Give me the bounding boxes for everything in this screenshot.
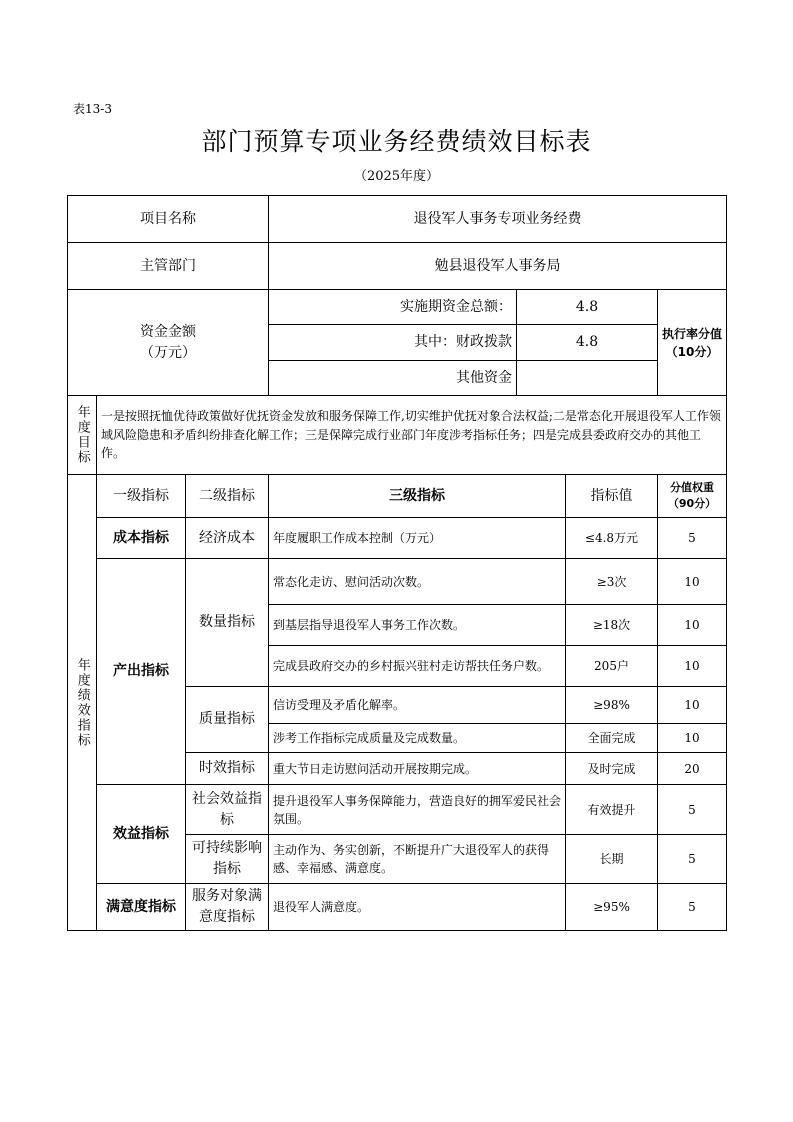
indicator-text: 年度履职工作成本控制（万元） bbox=[268, 517, 566, 559]
indicator-text: 重大节日走访慰问活动开展按期完成。 bbox=[268, 752, 566, 785]
indicator-value: 205户 bbox=[565, 645, 658, 687]
indicator-weight: 10 bbox=[657, 723, 727, 753]
group-output: 产出指标 bbox=[96, 558, 186, 785]
indicator-weight: 20 bbox=[657, 752, 727, 785]
dept-label: 主管部门 bbox=[67, 242, 269, 290]
sub-timeliness: 时效指标 bbox=[185, 752, 269, 785]
fiscal-fund-label: 其中：财政拨款 bbox=[268, 324, 517, 361]
fiscal-fund-value: 4.8 bbox=[516, 324, 658, 361]
indicators-side-label: 年度绩效指标 bbox=[67, 474, 97, 931]
total-fund-value: 4.8 bbox=[516, 289, 658, 325]
indicator-value: ≥18次 bbox=[565, 604, 658, 646]
indicator-text: 到基层指导退役军人事务工作次数。 bbox=[268, 604, 566, 646]
indicator-weight: 10 bbox=[657, 558, 727, 605]
indicator-value: 全面完成 bbox=[565, 723, 658, 753]
indicator-text: 退役军人满意度。 bbox=[268, 883, 566, 931]
indicator-weight: 5 bbox=[657, 517, 727, 559]
header-level1: 一级指标 bbox=[96, 474, 186, 518]
project-name-label: 项目名称 bbox=[67, 195, 269, 243]
indicator-value: 长期 bbox=[565, 834, 658, 884]
exec-rate-label: 执行率分值 （10分） bbox=[657, 289, 727, 396]
other-fund-label: 其他资金 bbox=[268, 360, 517, 396]
indicator-text: 信访受理及矛盾化解率。 bbox=[268, 686, 566, 724]
annual-goal-label: 年度目标 bbox=[67, 395, 97, 475]
other-fund-value bbox=[516, 360, 658, 396]
total-fund-label: 实施期资金总额： bbox=[268, 289, 517, 325]
dept-value: 勉县退役军人事务局 bbox=[268, 242, 727, 290]
indicator-weight: 10 bbox=[657, 604, 727, 646]
project-name-value: 退役军人事务专项业务经费 bbox=[268, 195, 727, 243]
indicator-value: 及时完成 bbox=[565, 752, 658, 785]
indicator-text: 涉考工作指标完成质量及完成数量。 bbox=[268, 723, 566, 753]
group-cost: 成本指标 bbox=[96, 517, 186, 559]
indicator-weight: 5 bbox=[657, 834, 727, 884]
indicator-value: ≥95% bbox=[565, 883, 658, 931]
page-title: 部门预算专项业务经费绩效目标表 bbox=[201, 127, 592, 156]
fund-amount-label: 资金金额 （万元） bbox=[67, 289, 269, 396]
sub-sustain: 可持续影响指标 bbox=[185, 834, 269, 884]
indicator-value: ≥98% bbox=[565, 686, 658, 724]
indicator-text: 提升退役军人事务保障能力，营造良好的拥军爱民社会氛围。 bbox=[268, 784, 566, 835]
header-level2: 二级指标 bbox=[185, 474, 269, 518]
indicator-value: ≥3次 bbox=[565, 558, 658, 605]
table-ref: 表13-3 bbox=[73, 102, 112, 116]
sub-quality: 质量指标 bbox=[185, 686, 269, 753]
indicator-weight: 10 bbox=[657, 645, 727, 687]
group-satisfaction: 满意度指标 bbox=[96, 883, 186, 931]
sub-economic-cost: 经济成本 bbox=[185, 517, 269, 559]
indicator-weight: 5 bbox=[657, 883, 727, 931]
annual-goal-text: 一是按照抚恤优待政策做好优抚资金发放和服务保障工作,切实维护优抚对象合法权益;二是常态化开展退役军人工作领域风险隐患和矛盾纠纷排查化解工作；三是保障完成行业部门年度涉考指标任务；四是完成县委政府交办的其他工作。 bbox=[96, 395, 727, 475]
indicator-text: 常态化走访、慰问活动次数。 bbox=[268, 558, 566, 605]
fiscal-year: （2025年度） bbox=[353, 169, 440, 184]
header-weight: 分值权重 （90分） bbox=[657, 474, 727, 518]
sub-quantity: 数量指标 bbox=[185, 558, 269, 687]
indicator-weight: 5 bbox=[657, 784, 727, 835]
indicator-value: ≤4.8万元 bbox=[565, 517, 658, 559]
header-level3: 三级指标 bbox=[268, 474, 566, 518]
indicator-value: 有效提升 bbox=[565, 784, 658, 835]
group-benefit: 效益指标 bbox=[96, 784, 186, 884]
sub-social: 社会效益指标 bbox=[185, 784, 269, 835]
header-value: 指标值 bbox=[565, 474, 658, 518]
indicator-text: 主动作为、务实创新，不断提升广大退役军人的获得感、幸福感、满意度。 bbox=[268, 834, 566, 884]
sub-service: 服务对象满意度指标 bbox=[185, 883, 269, 931]
indicator-text: 完成县政府交办的乡村振兴驻村走访帮扶任务户数。 bbox=[268, 645, 566, 687]
indicator-weight: 10 bbox=[657, 686, 727, 724]
